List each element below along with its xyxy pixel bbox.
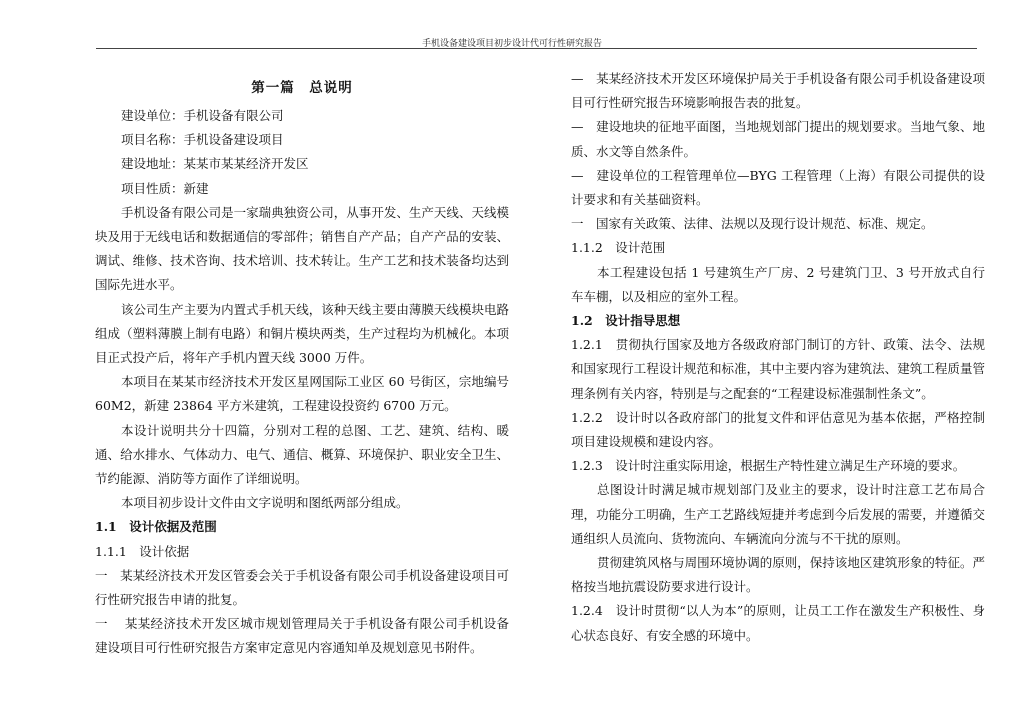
left-paragraph: 项目性质：新建 (121, 180, 209, 196)
left-paragraph: 一 某某经济技术开发区城市规划管理局关于手机设备有限公司手机设备建设项目可行性研究报告方案审定意见内容通知单及规划意见书附件。 (95, 616, 509, 656)
right-paragraph: — 建设地块的征地平面图，当地规划部门提出的规划要求。当地气象、地质、水文等自然条件。 (571, 119, 985, 159)
left-paragraph: 该公司生产主要为内置式手机天线，该种天线主要由薄膜天线模块电路组成（塑料薄膜上制有电路）和铜片模块两类，生产过程均为机械化。本项目正式投产后，将年产手机内置天线 3000 万件。 (95, 301, 509, 366)
right-paragraph: — 某某经济技术开发区环境保护局关于手机设备有限公司手机设备建设项目可行性研究报告环境影响报告表的批复。 (571, 71, 985, 111)
right-paragraph: 一 国家有关政策、法律、法规以及现行设计规范、标准、规定。 (571, 216, 934, 232)
right-paragraph: 1.2 设计指导思想 (571, 313, 681, 329)
right-paragraph: 1.2.2 设计时以各政府部门的批复文件和评估意见为基本依据，严格控制项目建设规模和建设内容。 (571, 409, 985, 450)
right-paragraph: 本工程建设包括 1 号建筑生产厂房、2 号建筑门卫、3 号开放式自行车车棚，以及相应的室外工程。 (571, 264, 985, 304)
left-paragraph: 项目名称：手机设备建设项目 (121, 132, 284, 148)
right-paragraph: 1.2.3 设计时注重实际用途，根据生产特性建立满足生产环境的要求。 (571, 458, 966, 474)
right-paragraph: 1.2.4 设计时贯彻“以人为本”的原则，让员工工作在激发生产积极性、身心状态良好、有安全感的环境中。 (571, 603, 985, 643)
header-rule (96, 48, 977, 49)
right-paragraph: 总图设计时满足城市规划部门及业主的要求，设计时注意工艺布局合理，功能分工明确，生产工艺路线短捷并考虑到今后发展的需要，并遵循交通组织人员流向、货物流向、车辆流向分流与不干扰的原则。 (571, 482, 985, 546)
left-paragraph: 本设计说明共分十四篇，分别对工程的总图、工艺、建筑、结构、暖通、给水排水、气体动力、电气、通信、概算、环境保护、职业安全卫生、节约能源、消防等方面作了详细说明。 (95, 422, 509, 487)
left-paragraph: 本项目在某某市经济技术开发区星网国际工业区 60 号街区，宗地编号 60M2，新建 23864 平方米建筑，工程建设投资约 6700 万元。 (95, 374, 509, 414)
left-paragraph: 手机设备有限公司是一家瑞典独资公司，从事开发、生产天线、天线模块及用于无线电话和数据通信的零部件；销售自产产品；自产产品的安装、调试、维修、技术咨询、技术培训、技术转让。生产工艺和技术装备均达到国际先进水平。 (95, 204, 509, 293)
left-paragraph: 建设地址：某某市某某经济开发区 (121, 156, 309, 172)
left-paragraph: 一 某某经济技术开发区管委会关于手机设备有限公司手机设备建设项目可行性研究报告申请的批复。 (95, 567, 509, 608)
right-paragraph: — 建设单位的工程管理单位—BYG 工程管理（上海）有限公司提供的设计要求和有关基础资料。 (571, 167, 985, 208)
running-header: 手机设备建设项目初步设计代可行性研究报告 (421, 39, 602, 49)
left-paragraph: 建设单位：手机设备有限公司 (121, 108, 284, 123)
chapter-title: 第一篇 总说明 (251, 80, 353, 96)
left-column (95, 104, 509, 661)
left-paragraph: 1.1 设计依据及范围 (95, 519, 217, 535)
right-paragraph: 1.2.1 贯彻执行国家及地方各级政府部门制订的方针、政策、法令、法规和国家现行工程设计规范和标准，其中主要内容为建筑法、建筑工程质量管理条例有关内容，特别是与之配套的“工程建设标准强制性条文”。 (571, 337, 985, 401)
right-column (571, 67, 985, 648)
left-paragraph: 1.1.1 设计依据 (95, 543, 190, 559)
left-paragraph: 本项目初步设计文件由文字说明和图纸两部分组成。 (121, 495, 409, 511)
right-paragraph: 贯彻建筑风格与周围环境协调的原则，保持该地区建筑形象的特征。严格按当地抗震设防要求进行设计。 (571, 555, 985, 595)
right-paragraph: 1.1.2 设计范围 (571, 240, 666, 256)
